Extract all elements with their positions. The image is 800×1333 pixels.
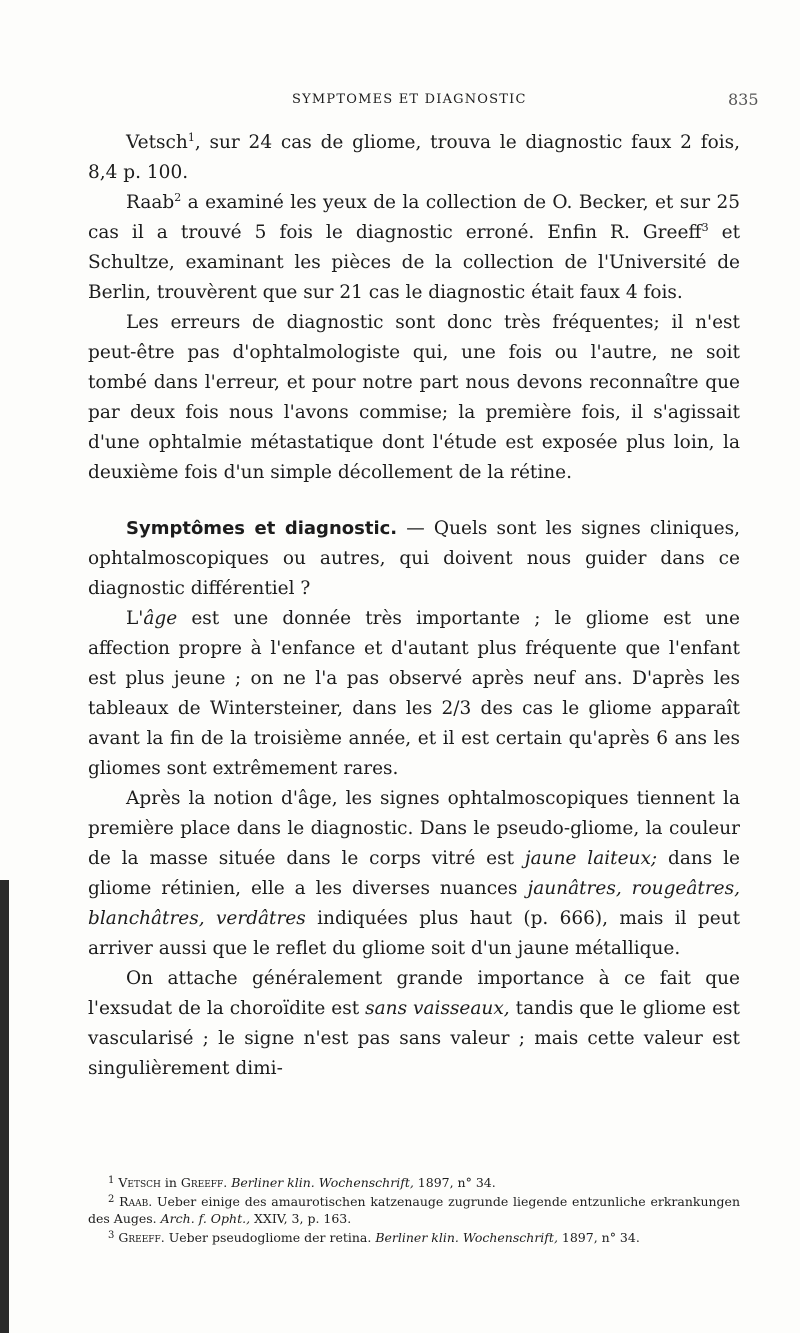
- paragraph-text: On attache généralement grande importance à ce fait que l'exsudat de la choroïdite est: [88, 968, 740, 1019]
- paragraph-text: dans le gliome rétinien, elle a les diverses nuances: [88, 848, 740, 899]
- footnote-text: XXIV, 3, p. 163.: [250, 1211, 352, 1226]
- main-text: [88, 128, 740, 1084]
- paragraph-raab: [88, 188, 740, 308]
- paragraph-vessels: [88, 964, 740, 1084]
- footnote-author: Greeff: [180, 1175, 224, 1190]
- footnote-text: .: [223, 1175, 232, 1190]
- italic-term: jaune laiteux;: [524, 848, 658, 869]
- footnote-author: Raab: [119, 1194, 149, 1209]
- footnote-text: . Ueber einige des amaurotischen katzenauge zugrunde liegende entzunliche erkrankungen des Auges.: [88, 1194, 740, 1226]
- journal-title: Berliner klin. Wochenschrift,: [375, 1230, 558, 1245]
- footnote-ref: 3: [701, 221, 709, 234]
- footnote-text: 1897, n° 34.: [557, 1230, 640, 1245]
- paragraph-text: a examiné les yeux de la collection de O. Becker, et sur 25 cas il a trouvé 5 fois le diagnostic erroné. Enfin R. Greeff: [88, 192, 740, 243]
- footnote-number: 2: [108, 1194, 115, 1205]
- paragraph-text: L': [126, 608, 144, 629]
- footnote-text: in: [160, 1175, 181, 1190]
- running-title: SYMPTOMES ET DIAGNOSTIC: [292, 92, 527, 107]
- journal-title: Arch. f. Opht.,: [160, 1211, 251, 1226]
- footnote-ref: 1: [187, 131, 195, 144]
- footnote-ref: 2: [174, 191, 182, 204]
- footnote-3: [88, 1227, 740, 1246]
- italic-term: sans vaisseaux,: [365, 998, 510, 1019]
- italic-term: jaunâtres, rougeâtres, blanchâtres, verdâtres: [88, 878, 740, 929]
- page-header: [0, 92, 800, 116]
- paragraph-text: indiquées plus haut (p. 666), mais il peut arriver aussi que le reflet du gliome soit d'un jaune métallique.: [88, 908, 741, 959]
- paragraph-vetsch: [88, 128, 740, 188]
- footnote-1: [88, 1172, 740, 1191]
- footnote-number: 3: [108, 1230, 115, 1241]
- paragraph-age: [88, 604, 740, 784]
- paragraph-text: , sur 24 cas de gliome, trouva le diagnostic faux 2 fois, 8,4 p. 100.: [88, 132, 740, 183]
- italic-term: âge: [143, 608, 178, 629]
- footnotes: [88, 1172, 740, 1246]
- section-heading: Symptômes et diagnostic.: [126, 518, 398, 539]
- paragraph-text: et Schultze, examinant les pièces de la collection de l'Université de Berlin, trouvèrent que sur 21 cas le diagnostic était faux 4 fois.: [88, 222, 741, 303]
- footnote-2: [88, 1191, 740, 1227]
- paragraph-text: Après la notion d'âge, les signes ophtalmoscopiques tiennent la première place dans le diagnostic. Dans le pseudo-gliome, la couleur de la masse située dans le corps vitré est: [88, 788, 740, 869]
- author-name: Vetsch: [126, 132, 188, 153]
- author-name: Raab: [126, 192, 175, 213]
- paragraph-symptoms: [88, 514, 740, 604]
- paragraph-errors: [88, 308, 740, 488]
- paragraph-text: Les erreurs de diagnostic sont donc très fréquentes; il n'est peut-être pas d'ophtalmologiste qui, une fois ou l'autre, ne soit tombé dans l'erreur, et pour notre part nous devons reconnaître que par deux fois nous l'avons commise; la première fois, il s'agissait d'une ophtalmie métastatique dont l'étude est exposée plus loin, la deuxième fois d'un simple décollement de la rétine.: [88, 312, 740, 483]
- footnote-number: 1: [108, 1175, 115, 1186]
- footnote-author: Vetsch: [118, 1175, 161, 1190]
- footnote-author: Greeff: [118, 1230, 161, 1245]
- paragraph-text: est une donnée très importante ; le gliome est une affection propre à l'enfance et d'autant plus fréquente que l'enfant est plus jeune ; on ne l'a pas observé après neuf ans. D'après les tableaux de Wintersteiner, dans les 2/3 des cas le gliome apparaît avant la fin de la troisième année, et il est certain qu'après 6 ans les gliomes sont extrêmement rares.: [88, 608, 740, 779]
- footnote-text: 1897, n° 34.: [413, 1175, 496, 1190]
- paragraph-ophthalmoscopic: [88, 784, 740, 964]
- paragraph-text: tandis que le gliome est vascularisé ; le signe n'est pas sans valeur ; mais cette valeur est singulièrement dimi-: [88, 998, 740, 1079]
- footnote-text: . Ueber pseudogliome der retina.: [160, 1230, 376, 1245]
- page-number: 835: [728, 90, 759, 109]
- journal-title: Berliner klin. Wochenschrift,: [231, 1175, 414, 1190]
- page-edge-shadow: [0, 880, 9, 1333]
- paragraph-text: — Quels sont les signes cliniques, ophtalmoscopiques ou autres, qui doivent nous guider dans ce diagnostic différentiel ?: [88, 518, 740, 599]
